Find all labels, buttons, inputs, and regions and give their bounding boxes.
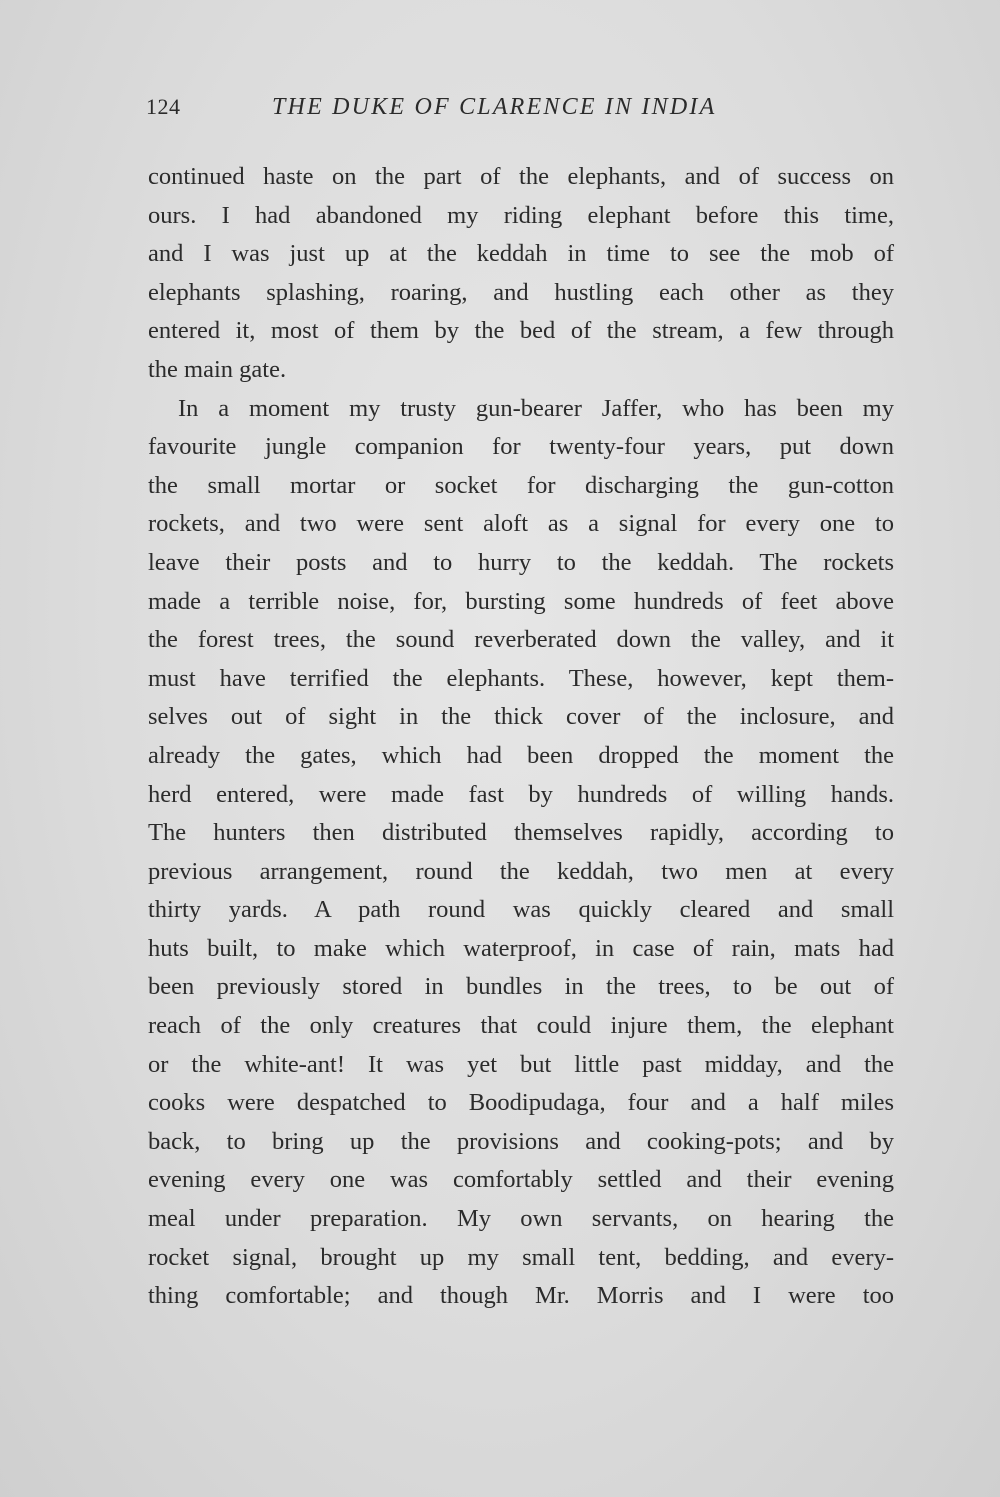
text-line: elephants splashing, roaring, and hustling each other as they [148,278,894,306]
text-line: previous arrangement, round the keddah, two men at every [148,857,894,885]
text-line: evening every one was comfortably settled and their evening [148,1166,894,1194]
text-line: In a moment my trusty gun-bearer Jaffer, who has been my [178,394,894,422]
text-line: herd entered, were made fast by hundreds of willing hands. [148,780,894,808]
text-line: the small mortar or socket for discharging the gun-cotton [148,471,894,499]
text-line: favourite jungle companion for twenty-four years, put down [148,433,894,461]
text-line: ours. I had abandoned my riding elephant before this time, [148,201,894,229]
page-header [146,94,896,128]
text-line: selves out of sight in the thick cover of the inclosure, and [148,703,894,731]
text-line: thing comfortable; and though Mr. Morris and I were too [148,1282,894,1310]
text-line: back, to bring up the provisions and cooking-pots; and by [148,1127,894,1155]
text-line: continued haste on the part of the elephants, and of success on [148,163,894,190]
text-line: leave their posts and to hurry to the keddah. The rockets [148,548,894,576]
text-line: meal under preparation. My own servants, on hearing the [148,1205,894,1233]
body-text [148,158,894,1316]
text-line: or the white-ant! It was yet but little past midday, and the [148,1050,894,1078]
text-line: been previously stored in bundles in the trees, to be out of [148,973,894,1001]
text-line: cooks were despatched to Boodipudaga, four and a half miles [148,1089,894,1117]
text-line: must have terrified the elephants. These, however, kept them- [148,664,894,692]
text-line: the main gate. [148,355,287,383]
text-line: entered it, most of them by the bed of the stream, a few through [148,317,894,345]
page-number: 124 [146,94,181,119]
text-line: the forest trees, the sound reverberated down the valley, and it [148,626,894,654]
text-line: The hunters then distributed themselves rapidly, according to [148,819,894,847]
text-line: made a terrible noise, for, bursting some hundreds of feet above [148,587,894,615]
running-title: THE DUKE OF CLARENCE IN INDIA [272,94,717,120]
text-line: huts built, to make which waterproof, in case of rain, mats had [148,934,894,962]
text-line: rockets, and two were sent aloft as a signal for every one to [148,510,894,538]
text-line: reach of the only creatures that could injure them, the elephant [148,1012,894,1040]
text-line: and I was just up at the keddah in time to see the mob of [148,240,894,268]
text-line: already the gates, which had been dropped the moment the [148,741,894,769]
text-line: rocket signal, brought up my small tent, bedding, and every- [148,1243,894,1271]
text-line: thirty yards. A path round was quickly cleared and small [148,896,894,924]
